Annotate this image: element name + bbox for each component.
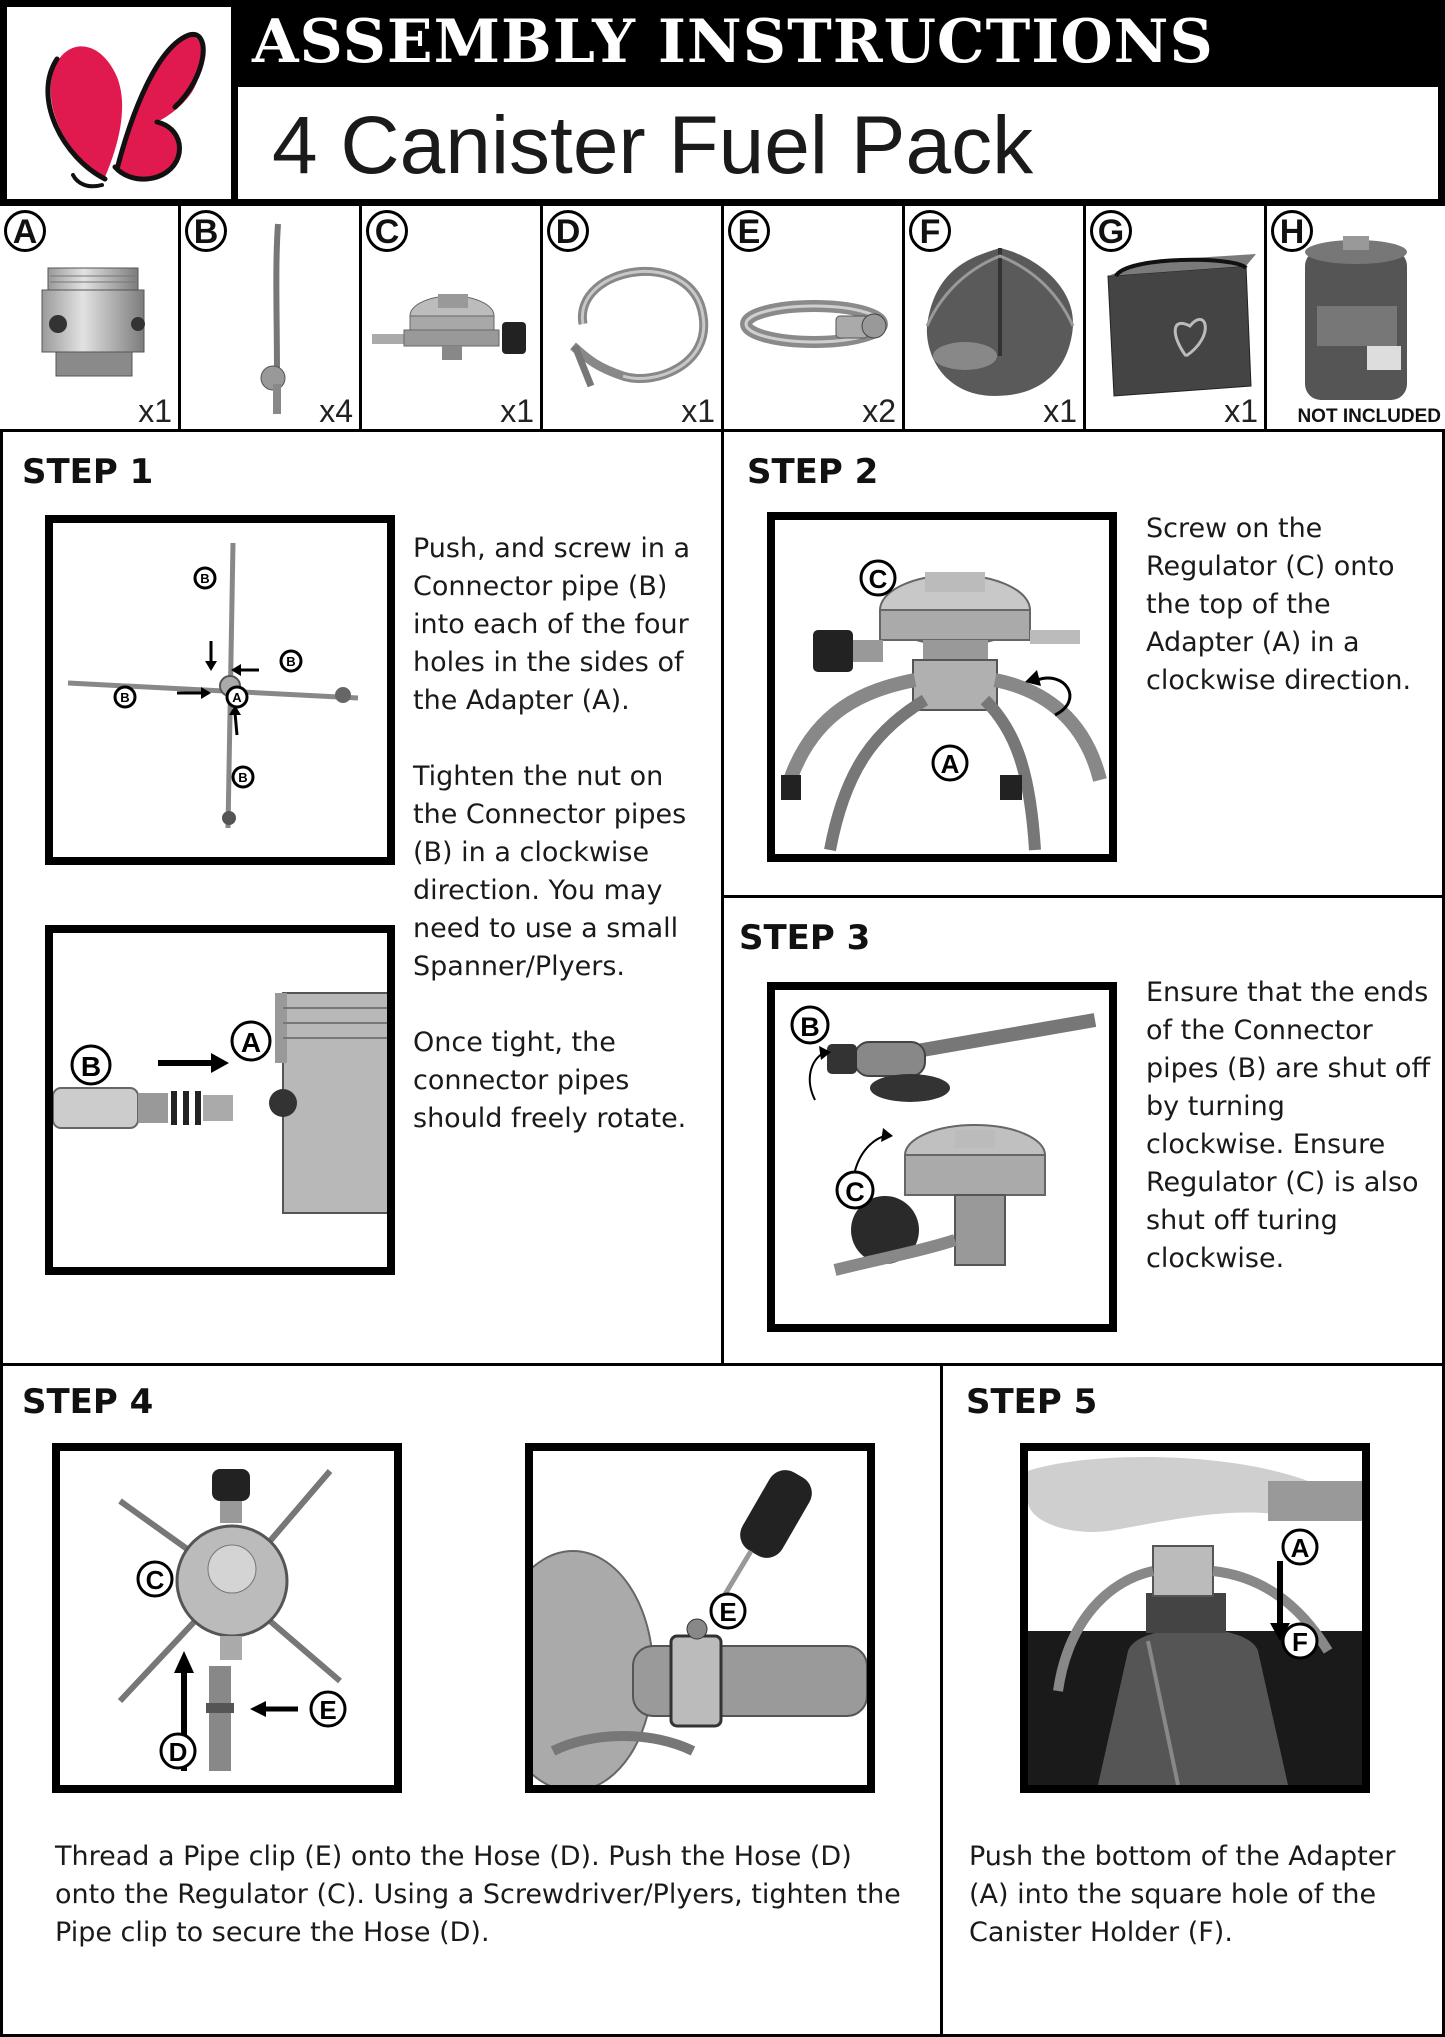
callout-a: A — [232, 690, 242, 705]
part-f — [905, 206, 1086, 432]
callout-b: B — [800, 1012, 820, 1042]
step-2-image — [767, 512, 1117, 862]
callout-a: A — [940, 749, 960, 779]
regulator-on-adapter-illustration — [775, 520, 1109, 854]
part-b — [181, 206, 362, 432]
shut-off-illustration — [775, 990, 1109, 1324]
callout-a: A — [240, 1027, 262, 1058]
connector-cross-illustration — [53, 523, 387, 857]
step-5-instructions: Push the bottom of the Adapter (A) into the square hole of the Canister Holder (F). — [969, 1841, 1396, 1948]
callout-a: A — [1290, 1533, 1310, 1563]
part-quantity: x1 — [1043, 393, 1077, 429]
divider — [0, 432, 3, 2037]
step-1-image-top — [45, 515, 395, 865]
part-quantity: x1 — [500, 393, 534, 429]
part-letter: D — [547, 210, 589, 252]
step-5-title: STEP 5 — [966, 1382, 1098, 1422]
callout-c: C — [845, 1177, 865, 1207]
butterfly-logo-icon — [7, 7, 231, 199]
adapter-into-holder-illustration — [1028, 1451, 1362, 1785]
divider — [940, 1366, 943, 2037]
divider — [722, 895, 1445, 898]
document-title: ASSEMBLY INSTRUCTIONS — [252, 7, 1214, 77]
part-a — [0, 206, 181, 432]
step-1-paragraph: Once tight, the connector pipes should freely rotate. — [413, 1027, 687, 1134]
part-letter: A — [4, 210, 46, 252]
part-quantity: x1 — [138, 393, 172, 429]
part-c — [362, 206, 543, 432]
part-quantity: x4 — [319, 393, 353, 429]
step-3-image — [767, 982, 1117, 1332]
step-4-image-right — [525, 1443, 875, 1793]
part-e — [724, 206, 905, 432]
part-letter: H — [1271, 210, 1313, 252]
parts-list — [0, 206, 1445, 432]
connector-adapter-closeup — [53, 933, 387, 1267]
callout-c: C — [868, 564, 888, 594]
part-letter: C — [366, 210, 408, 252]
part-letter: E — [728, 210, 770, 252]
step-1-instructions — [413, 530, 713, 1176]
part-quantity: x1 — [1224, 393, 1258, 429]
part-letter: G — [1090, 210, 1132, 252]
step-4-title: STEP 4 — [22, 1382, 154, 1422]
part-quantity: x2 — [862, 393, 896, 429]
hose-onto-regulator-illustration — [60, 1451, 394, 1785]
product-name: 4 Canister Fuel Pack — [272, 100, 1034, 191]
step-1-title: STEP 1 — [22, 452, 154, 492]
step-2-title: STEP 2 — [747, 452, 879, 492]
callout-b: B — [80, 1051, 102, 1082]
callout-b: B — [120, 690, 130, 705]
step-5-image — [1020, 1443, 1370, 1793]
step-3-title: STEP 3 — [739, 918, 871, 958]
callout-c: C — [145, 1565, 165, 1595]
divider — [0, 1363, 1445, 1366]
part-d — [543, 206, 724, 432]
callout-e: E — [319, 1695, 337, 1725]
step-4-instructions: Thread a Pipe clip (E) onto the Hose (D). Push the Hose (D) onto the Regulator (C). Using a Screwdriver/Plyers, tighten the Pipe clip to secure the Hose (D). — [55, 1841, 901, 1948]
step-2-instructions: Screw on the Regulator (C) onto the top of the Adapter (A) in a clockwise direction. — [1146, 513, 1412, 696]
divider — [721, 432, 724, 1363]
part-g — [1086, 206, 1267, 432]
not-included-note: NOT INCLUDED — [1297, 406, 1441, 427]
tighten-pipe-clip-illustration — [533, 1451, 867, 1785]
callout-b: B — [238, 770, 248, 785]
part-quantity: x1 — [681, 393, 715, 429]
step-1-image-bottom — [45, 925, 395, 1275]
callout-e: E — [719, 1597, 737, 1627]
callout-f: F — [1292, 1627, 1308, 1657]
step-1-paragraph: Push, and screw in a Connector pipe (B) into each of the four holes in the sides of the Adapter (A). — [413, 533, 691, 716]
part-h — [1267, 206, 1445, 432]
callout-b: B — [200, 571, 210, 586]
step-1-paragraph: Tighten the nut on the Connector pipes (B) in a clockwise direction. You may need to use a small Spanner/Plyers. — [413, 761, 687, 982]
callout-d: D — [168, 1737, 188, 1767]
logo-box — [0, 0, 238, 206]
step-3-instructions: Ensure that the ends of the Connector pipes (B) are shut off by turning clockwise. Ensure Regulator (C) is also shut off turing clockwise. — [1146, 977, 1431, 1274]
callout-b: B — [286, 654, 296, 669]
part-letter: F — [909, 210, 951, 252]
step-4-image-left — [52, 1443, 402, 1793]
part-letter: B — [185, 210, 227, 252]
